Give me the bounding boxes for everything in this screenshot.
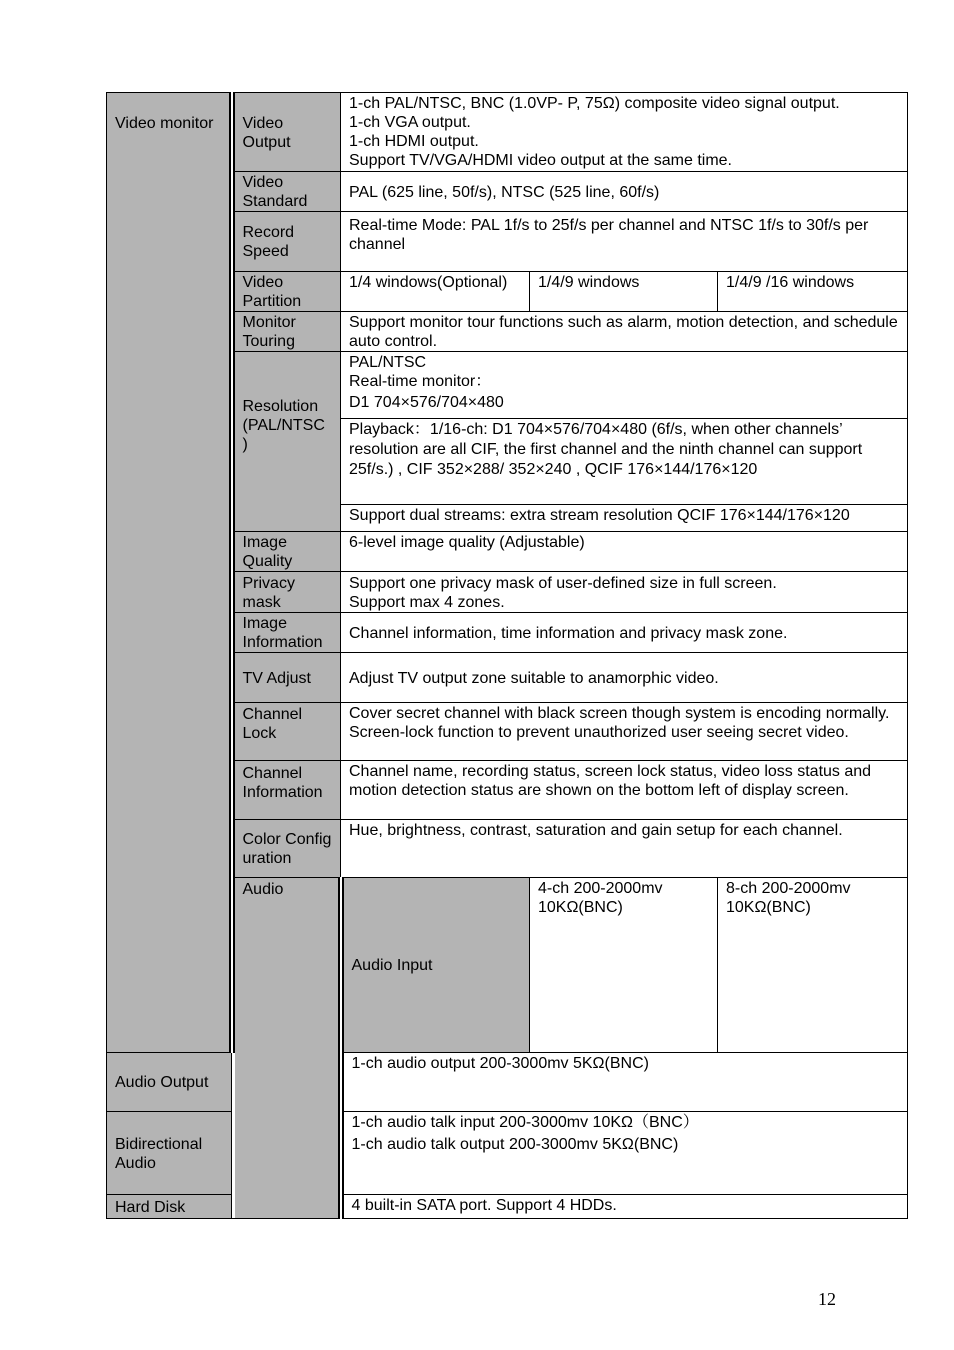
video-partition-option-3: 1/4/9 /16 windows — [718, 272, 908, 312]
spec-table — [106, 92, 908, 1219]
channel-lock-label: Channel Lock — [232, 703, 341, 761]
channel-information-value: Channel name, recording status, screen lock status, video loss status and motion detection status are shown on the bottom left of display screen. — [341, 761, 908, 820]
tv-adjust-label: TV Adjust — [232, 653, 341, 703]
video-output-value: 1-ch PAL/NTSC, BNC (1.0VP- P, 75Ω) composite video signal output. 1-ch VGA output. 1-ch HDMI output. Support TV/VGA/HDMI video output at the same time. — [341, 93, 908, 172]
video-standard-value: PAL (625 line, 50f/s), NTSC (525 line, 60f/s) — [341, 172, 908, 212]
privacy-mask-value: Support one privacy mask of user-defined size in full screen. Support max 4 zones. — [341, 572, 908, 613]
monitor-touring-label: Monitor Touring — [232, 312, 341, 352]
hard-disk-label: Hard Disk — [107, 1195, 232, 1219]
record-speed-label: Record Speed — [232, 212, 341, 272]
resolution-playback: Playback：1/16-ch: D1 704×576/704×480 (6f/s, when other channels’ resolution are all CIF, the first channel and the ninth channel can support 25f/s.) , CIF 352×288/ 352×240 , QCIF 176×144/176×120 — [341, 419, 908, 505]
video-partition-option-1: 1/4 windows(Optional) — [341, 272, 530, 312]
section-video-monitor: Video monitor — [107, 93, 232, 1053]
audio-output-label: Audio Output — [107, 1053, 232, 1112]
video-partition-option-2: 1/4/9 windows — [530, 272, 718, 312]
privacy-mask-label: Privacy mask — [232, 572, 341, 613]
audio-input-option-2: 8-ch 200-2000mv 10KΩ(BNC) — [718, 878, 908, 1053]
audio-input-option-1: 4-ch 200-2000mv 10KΩ(BNC) — [530, 878, 718, 1053]
color-configuration-label: Color Configuration — [232, 820, 341, 878]
video-standard-label: Video Standard — [232, 172, 341, 212]
resolution-dual-stream: Support dual streams: extra stream resolution QCIF 176×144/176×120 — [341, 505, 908, 532]
resolution-label: Resolution (PAL/NTSC ) — [232, 352, 341, 532]
resolution-realtime: PAL/NTSC Real-time monitor： D1 704×576/704×480 — [341, 352, 908, 419]
page-number: 12 — [818, 1289, 836, 1309]
image-information-value: Channel information, time information and privacy mask zone. — [341, 613, 908, 653]
image-quality-value: 6-level image quality (Adjustable) — [341, 532, 908, 572]
audio-input-label: Audio Input — [341, 878, 530, 1053]
channel-lock-value: Cover secret channel with black screen though system is encoding normally. Screen-lock function to prevent unauthorized user seeing secret video. — [341, 703, 908, 761]
tv-adjust-value: Adjust TV output zone suitable to anamorphic video. — [341, 653, 908, 703]
channel-information-label: Channel Information — [232, 761, 341, 820]
audio-output-value: 1-ch audio output 200-3000mv 5KΩ(BNC) — [341, 1053, 908, 1112]
bidirectional-audio-value: 1-ch audio talk input 200-3000mv 10KΩ（BNC） 1-ch audio talk output 200-3000mv 5KΩ(BNC) — [341, 1112, 908, 1195]
image-information-label: Image Information — [232, 613, 341, 653]
hard-disk-value: 4 built-in SATA port. Support 4 HDDs. — [341, 1195, 908, 1219]
color-configuration-value: Hue, brightness, contrast, saturation and gain setup for each channel. — [341, 820, 908, 878]
record-speed-value: Real-time Mode: PAL 1f/s to 25f/s per channel and NTSC 1f/s to 30f/s per channel — [341, 212, 908, 272]
image-quality-label: Image Quality — [232, 532, 341, 572]
video-partition-label: Video Partition — [232, 272, 341, 312]
section-audio: Audio — [232, 878, 341, 1219]
video-output-label: Video Output — [232, 93, 341, 172]
bidirectional-audio-label: Bidirectional Audio — [107, 1112, 232, 1195]
monitor-touring-value: Support monitor tour functions such as alarm, motion detection, and schedule auto control. — [341, 312, 908, 352]
